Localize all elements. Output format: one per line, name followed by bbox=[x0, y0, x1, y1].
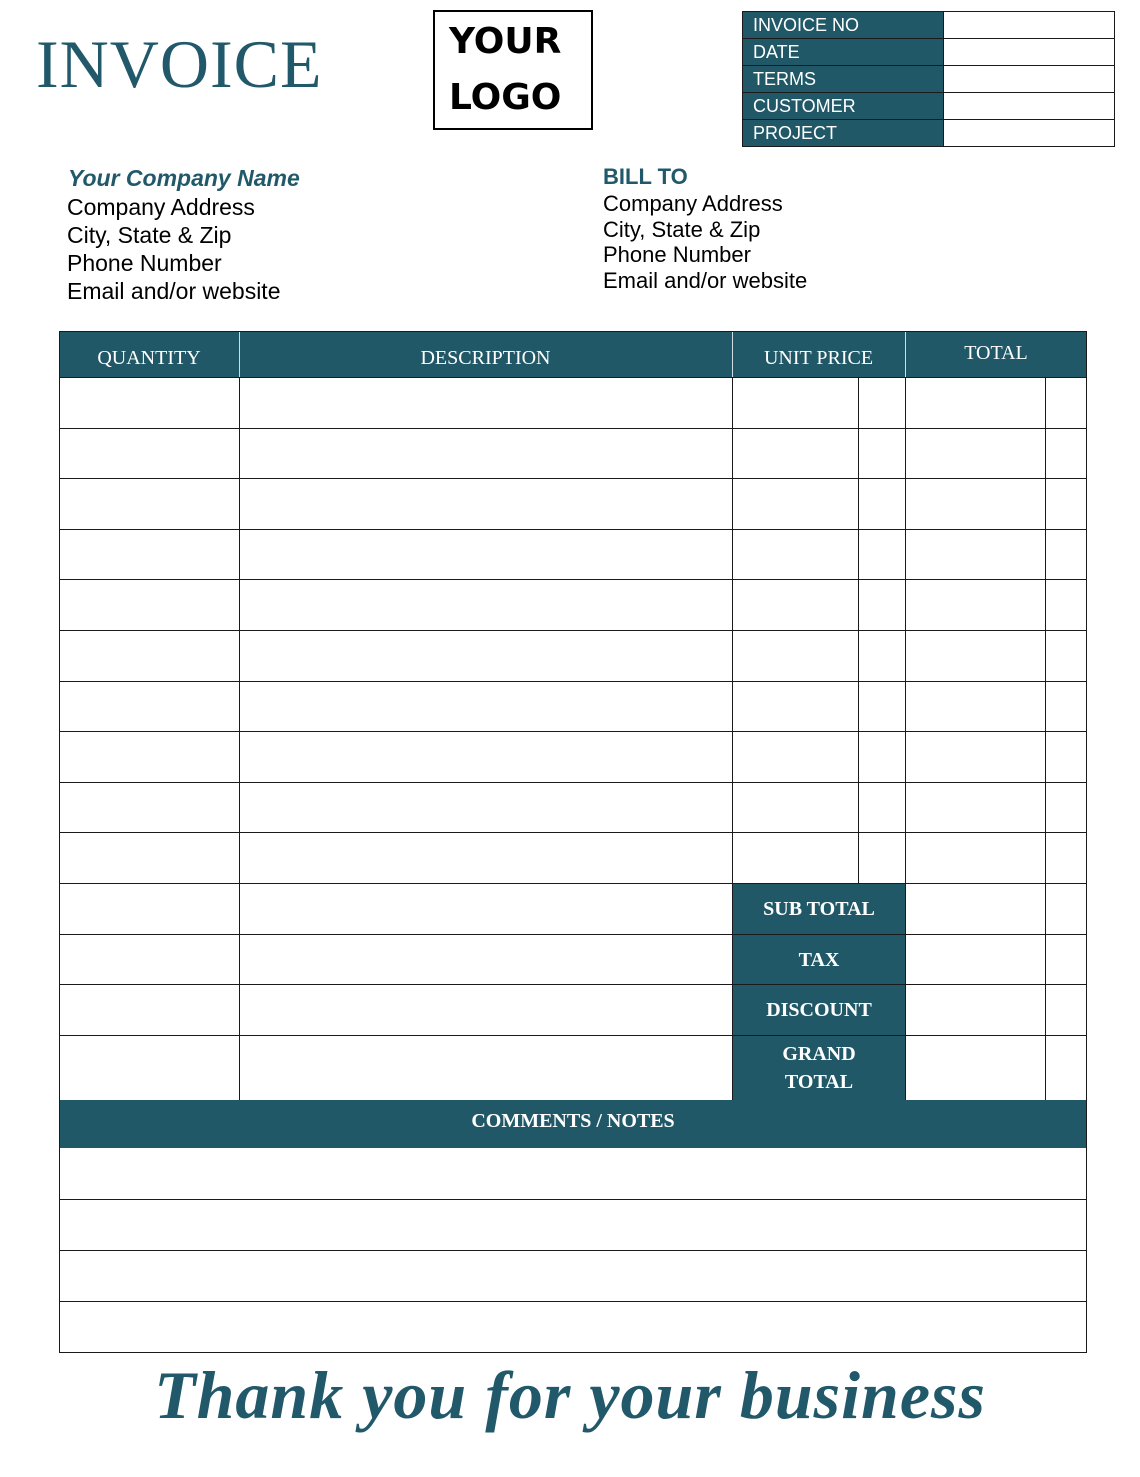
discount-label-text: DISCOUNT bbox=[766, 999, 872, 1021]
company-city: City, State & Zip bbox=[67, 222, 232, 248]
meta-row-customer bbox=[743, 93, 1115, 120]
bill-to-phone: Phone Number bbox=[603, 242, 751, 267]
invoice-meta-table bbox=[742, 11, 1115, 147]
bill-to-address: Company Address bbox=[603, 191, 783, 216]
meta-row-invoice-no bbox=[743, 12, 1115, 39]
bill-to-city: City, State & Zip bbox=[603, 216, 761, 242]
column-header-quantity: QUANTITY bbox=[97, 347, 201, 369]
meta-label: DATE bbox=[743, 39, 944, 66]
company-email: Email and/or website bbox=[67, 278, 281, 304]
meta-row-terms bbox=[743, 66, 1115, 93]
terms-field[interactable] bbox=[944, 66, 1115, 93]
meta-label: PROJECT bbox=[743, 120, 944, 147]
company-name: Your Company Name bbox=[68, 165, 300, 191]
meta-label: INVOICE NO bbox=[743, 12, 944, 39]
grand-total-label-line2: TOTAL bbox=[784, 1071, 854, 1093]
logo-placeholder bbox=[433, 10, 593, 130]
meta-row-date bbox=[743, 39, 1115, 66]
bill-to-email: Email and/or website bbox=[603, 267, 808, 293]
bill-to-details bbox=[603, 191, 807, 293]
invoice-title: INVOICE bbox=[36, 26, 323, 102]
company-phone: Phone Number bbox=[67, 250, 222, 276]
meta-label: CUSTOMER bbox=[743, 93, 944, 120]
grand-total-label-line1: GRAND bbox=[782, 1043, 856, 1065]
items-table-frame bbox=[59, 331, 1087, 1353]
column-header-total: TOTAL bbox=[964, 342, 1028, 364]
logo-text-line2: LOGO bbox=[449, 77, 562, 118]
company-details bbox=[67, 193, 281, 305]
column-header-unit-price: UNIT PRICE bbox=[763, 347, 874, 369]
meta-label: TERMS bbox=[743, 66, 944, 93]
date-field[interactable] bbox=[944, 39, 1115, 66]
bill-to-title: BILL TO bbox=[603, 164, 688, 189]
comments-header: COMMENTS / NOTES bbox=[59, 1100, 1087, 1148]
company-address: Company Address bbox=[67, 194, 255, 220]
tax-label-text: TAX bbox=[798, 948, 840, 971]
customer-field[interactable] bbox=[944, 93, 1115, 120]
invoice-no-field[interactable] bbox=[944, 12, 1115, 39]
project-field[interactable] bbox=[944, 120, 1115, 147]
thank-you-message: Thank you for your business bbox=[154, 1357, 986, 1433]
logo-text-line1: YOUR bbox=[449, 21, 562, 62]
meta-row-project bbox=[743, 120, 1115, 147]
column-header-description: DESCRIPTION bbox=[420, 347, 551, 369]
subtotal-label-text: SUB TOTAL bbox=[763, 898, 875, 920]
